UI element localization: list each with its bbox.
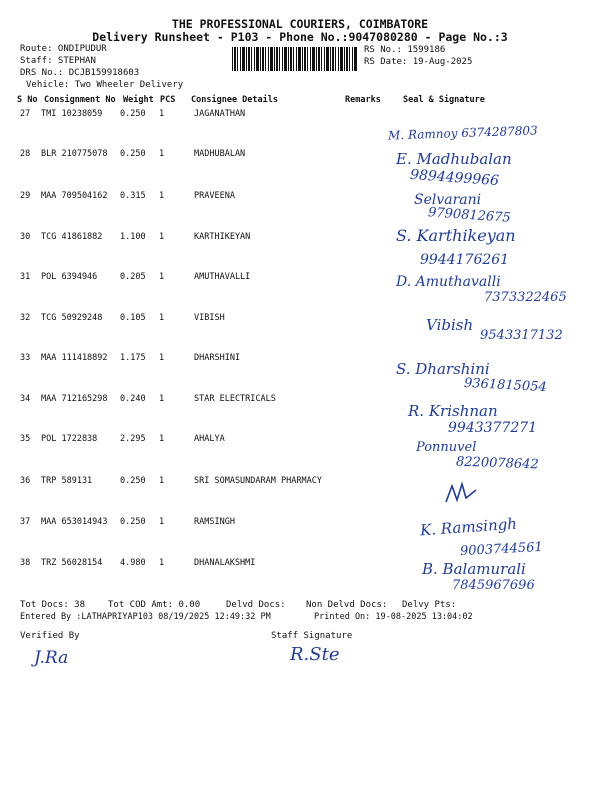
non-delvd-docs: Non Delvd Docs: [306, 600, 388, 610]
row-consignment: TCG 50929248 [41, 313, 103, 323]
verified-signature: J.Ra [34, 648, 69, 668]
signature-text: D. Amuthavalli [396, 274, 501, 290]
row-consignee: DHANALAKSHMI [194, 558, 256, 568]
row-sno: 31 [20, 272, 31, 282]
row-consignment: BLR 210775078 [41, 149, 108, 159]
signature-text: S. Dharshini [396, 360, 490, 378]
row-pcs: 1 [159, 272, 165, 282]
company-title: THE PROFESSIONAL COURIERS, COIMBATORE [171, 17, 429, 31]
row-weight: 0.250 [120, 149, 146, 159]
row-consignee: MADHUBALAN [194, 149, 246, 159]
signature-text: 9543317132 [480, 328, 563, 343]
col-seal-signature: Seal & Signature [403, 95, 485, 105]
signature-text: Ponnuvel [416, 440, 477, 455]
row-pcs: 1 [159, 109, 165, 119]
table-row [0, 434, 600, 448]
signature-text: Vibish [426, 316, 474, 334]
signature-text: R. Krishnan [408, 402, 498, 420]
row-sno: 34 [20, 394, 31, 404]
signature-text: 9894499966 [409, 166, 500, 190]
row-sno: 35 [20, 434, 31, 444]
col-sno: S No [17, 95, 38, 105]
signature-text: 9943377271 [448, 420, 538, 436]
signature-text: 9361815054 [463, 375, 548, 396]
row-pcs: 1 [159, 434, 165, 444]
row-consignment: POL 1722838 [41, 434, 98, 444]
signature-text: 7845967696 [452, 578, 535, 593]
signature-text: M. Ramnoy 6374287803 [387, 123, 538, 143]
col-consignee: Consignee Details [191, 95, 278, 105]
table-row [0, 353, 600, 367]
row-consignee: DHARSHINI [194, 353, 241, 363]
staff-signature-label: Staff Signature [271, 631, 353, 641]
row-weight: 4.980 [120, 558, 146, 568]
col-remarks: Remarks [345, 95, 381, 105]
barcode [232, 47, 358, 71]
row-consignee: PRAVEENA [194, 191, 235, 201]
row-weight: 0.250 [120, 109, 146, 119]
signature-text: 9790812675 [427, 205, 512, 226]
row-pcs: 1 [159, 394, 165, 404]
rs-number: RS No.: 1599186 [364, 45, 446, 55]
row-pcs: 1 [159, 149, 165, 159]
row-sno: 28 [20, 149, 31, 159]
row-pcs: 1 [159, 232, 165, 242]
row-consignment: TMI 10238059 [41, 109, 103, 119]
signature-text: B. Balamurali [422, 560, 526, 578]
row-pcs: 1 [159, 313, 165, 323]
table-row [0, 191, 600, 205]
row-consignee: STAR ELECTRICALS [194, 394, 276, 404]
vehicle-label: Vehicle: Two Wheeler Delivery [26, 80, 184, 90]
staff-label: Staff: STEPHAN [20, 56, 96, 66]
row-sno: 37 [20, 517, 31, 527]
table-row [0, 476, 600, 490]
row-consignment: MAA 712165298 [41, 394, 108, 404]
delvd-docs: Delvd Docs: [226, 600, 286, 610]
row-consignment: MAA 709504162 [41, 191, 108, 201]
row-consignment: MAA 653014943 [41, 517, 108, 527]
signature-text: 9944176261 [420, 252, 510, 268]
row-weight: 0.315 [120, 191, 146, 201]
row-sno: 29 [20, 191, 31, 201]
delvy-pts: Delvy Pts: [402, 600, 457, 610]
row-sno: 36 [20, 476, 31, 486]
printed-on: Printed On: 19-08-2025 13:04:02 [314, 612, 473, 622]
signature-text: 8220078642 [455, 454, 539, 473]
verified-by-label: Verified By [20, 631, 80, 641]
row-consignment: POL 6394946 [41, 272, 98, 282]
row-consignee: VIBISH [194, 313, 225, 323]
table-row [0, 313, 600, 327]
col-weight: Weight [123, 95, 154, 105]
route-label: Route: ONDIPUDUR [20, 44, 107, 54]
row-consignee: AHALYA [194, 434, 225, 444]
signature-text: E. Madhubalan [396, 150, 512, 168]
row-pcs: 1 [159, 191, 165, 201]
row-weight: 0.250 [120, 517, 146, 527]
row-consignee: RAMSINGH [194, 517, 235, 527]
table-row [0, 109, 600, 123]
row-weight: 0.250 [120, 476, 146, 486]
row-sno: 30 [20, 232, 31, 242]
runsheet-subtitle: Delivery Runsheet - P103 - Phone No.:9047080280 - Page No.:3 [92, 30, 508, 44]
row-consignment: TRZ 56028154 [41, 558, 103, 568]
drs-label: DRS No.: DCJB159918603 [20, 68, 140, 78]
table-row [0, 272, 600, 286]
row-weight: 1.100 [120, 232, 146, 242]
tot-cod-amt: Tot COD Amt: 0.00 [108, 600, 201, 610]
row-sno: 32 [20, 313, 31, 323]
row-sno: 33 [20, 353, 31, 363]
row-sno: 38 [20, 558, 31, 568]
row-consignment: TCG 41861882 [41, 232, 103, 242]
row-weight: 2.295 [120, 434, 146, 444]
row-consignee: JAGANATHAN [194, 109, 246, 119]
signature-scribble [444, 480, 480, 506]
row-consignee: AMUTHAVALLI [194, 272, 251, 282]
signature-text: K. Ramsingh [419, 514, 518, 540]
col-pcs: PCS [160, 95, 176, 105]
rs-date: RS Date: 19-Aug-2025 [364, 57, 473, 67]
row-pcs: 1 [159, 353, 165, 363]
row-consignment: MAA 111418892 [41, 353, 108, 363]
row-pcs: 1 [159, 517, 165, 527]
table-row [0, 394, 600, 408]
row-pcs: 1 [159, 476, 165, 486]
entered-by: Entered By :LATHAPRIYAP103 08/19/2025 12:49:32 PM [20, 612, 271, 622]
signature-text: Selvarani [414, 192, 482, 208]
signature-text: S. Karthikeyan [396, 226, 516, 245]
tot-docs: Tot Docs: 38 [20, 600, 86, 610]
row-weight: 0.105 [120, 313, 146, 323]
row-weight: 0.240 [120, 394, 146, 404]
row-sno: 27 [20, 109, 31, 119]
col-consignment: Consignment No [44, 95, 116, 105]
row-consignee: KARTHIKEYAN [194, 232, 251, 242]
staff-signature: R.Ste [290, 644, 340, 665]
signature-text: 9003744561 [459, 539, 544, 560]
row-pcs: 1 [159, 558, 165, 568]
row-weight: 1.175 [120, 353, 146, 363]
row-weight: 0.205 [120, 272, 146, 282]
signature-text: 7373322465 [484, 290, 567, 305]
row-consignment: TRP 589131 [41, 476, 93, 486]
row-consignee: SRI SOMASUNDARAM PHARMACY [194, 476, 322, 486]
